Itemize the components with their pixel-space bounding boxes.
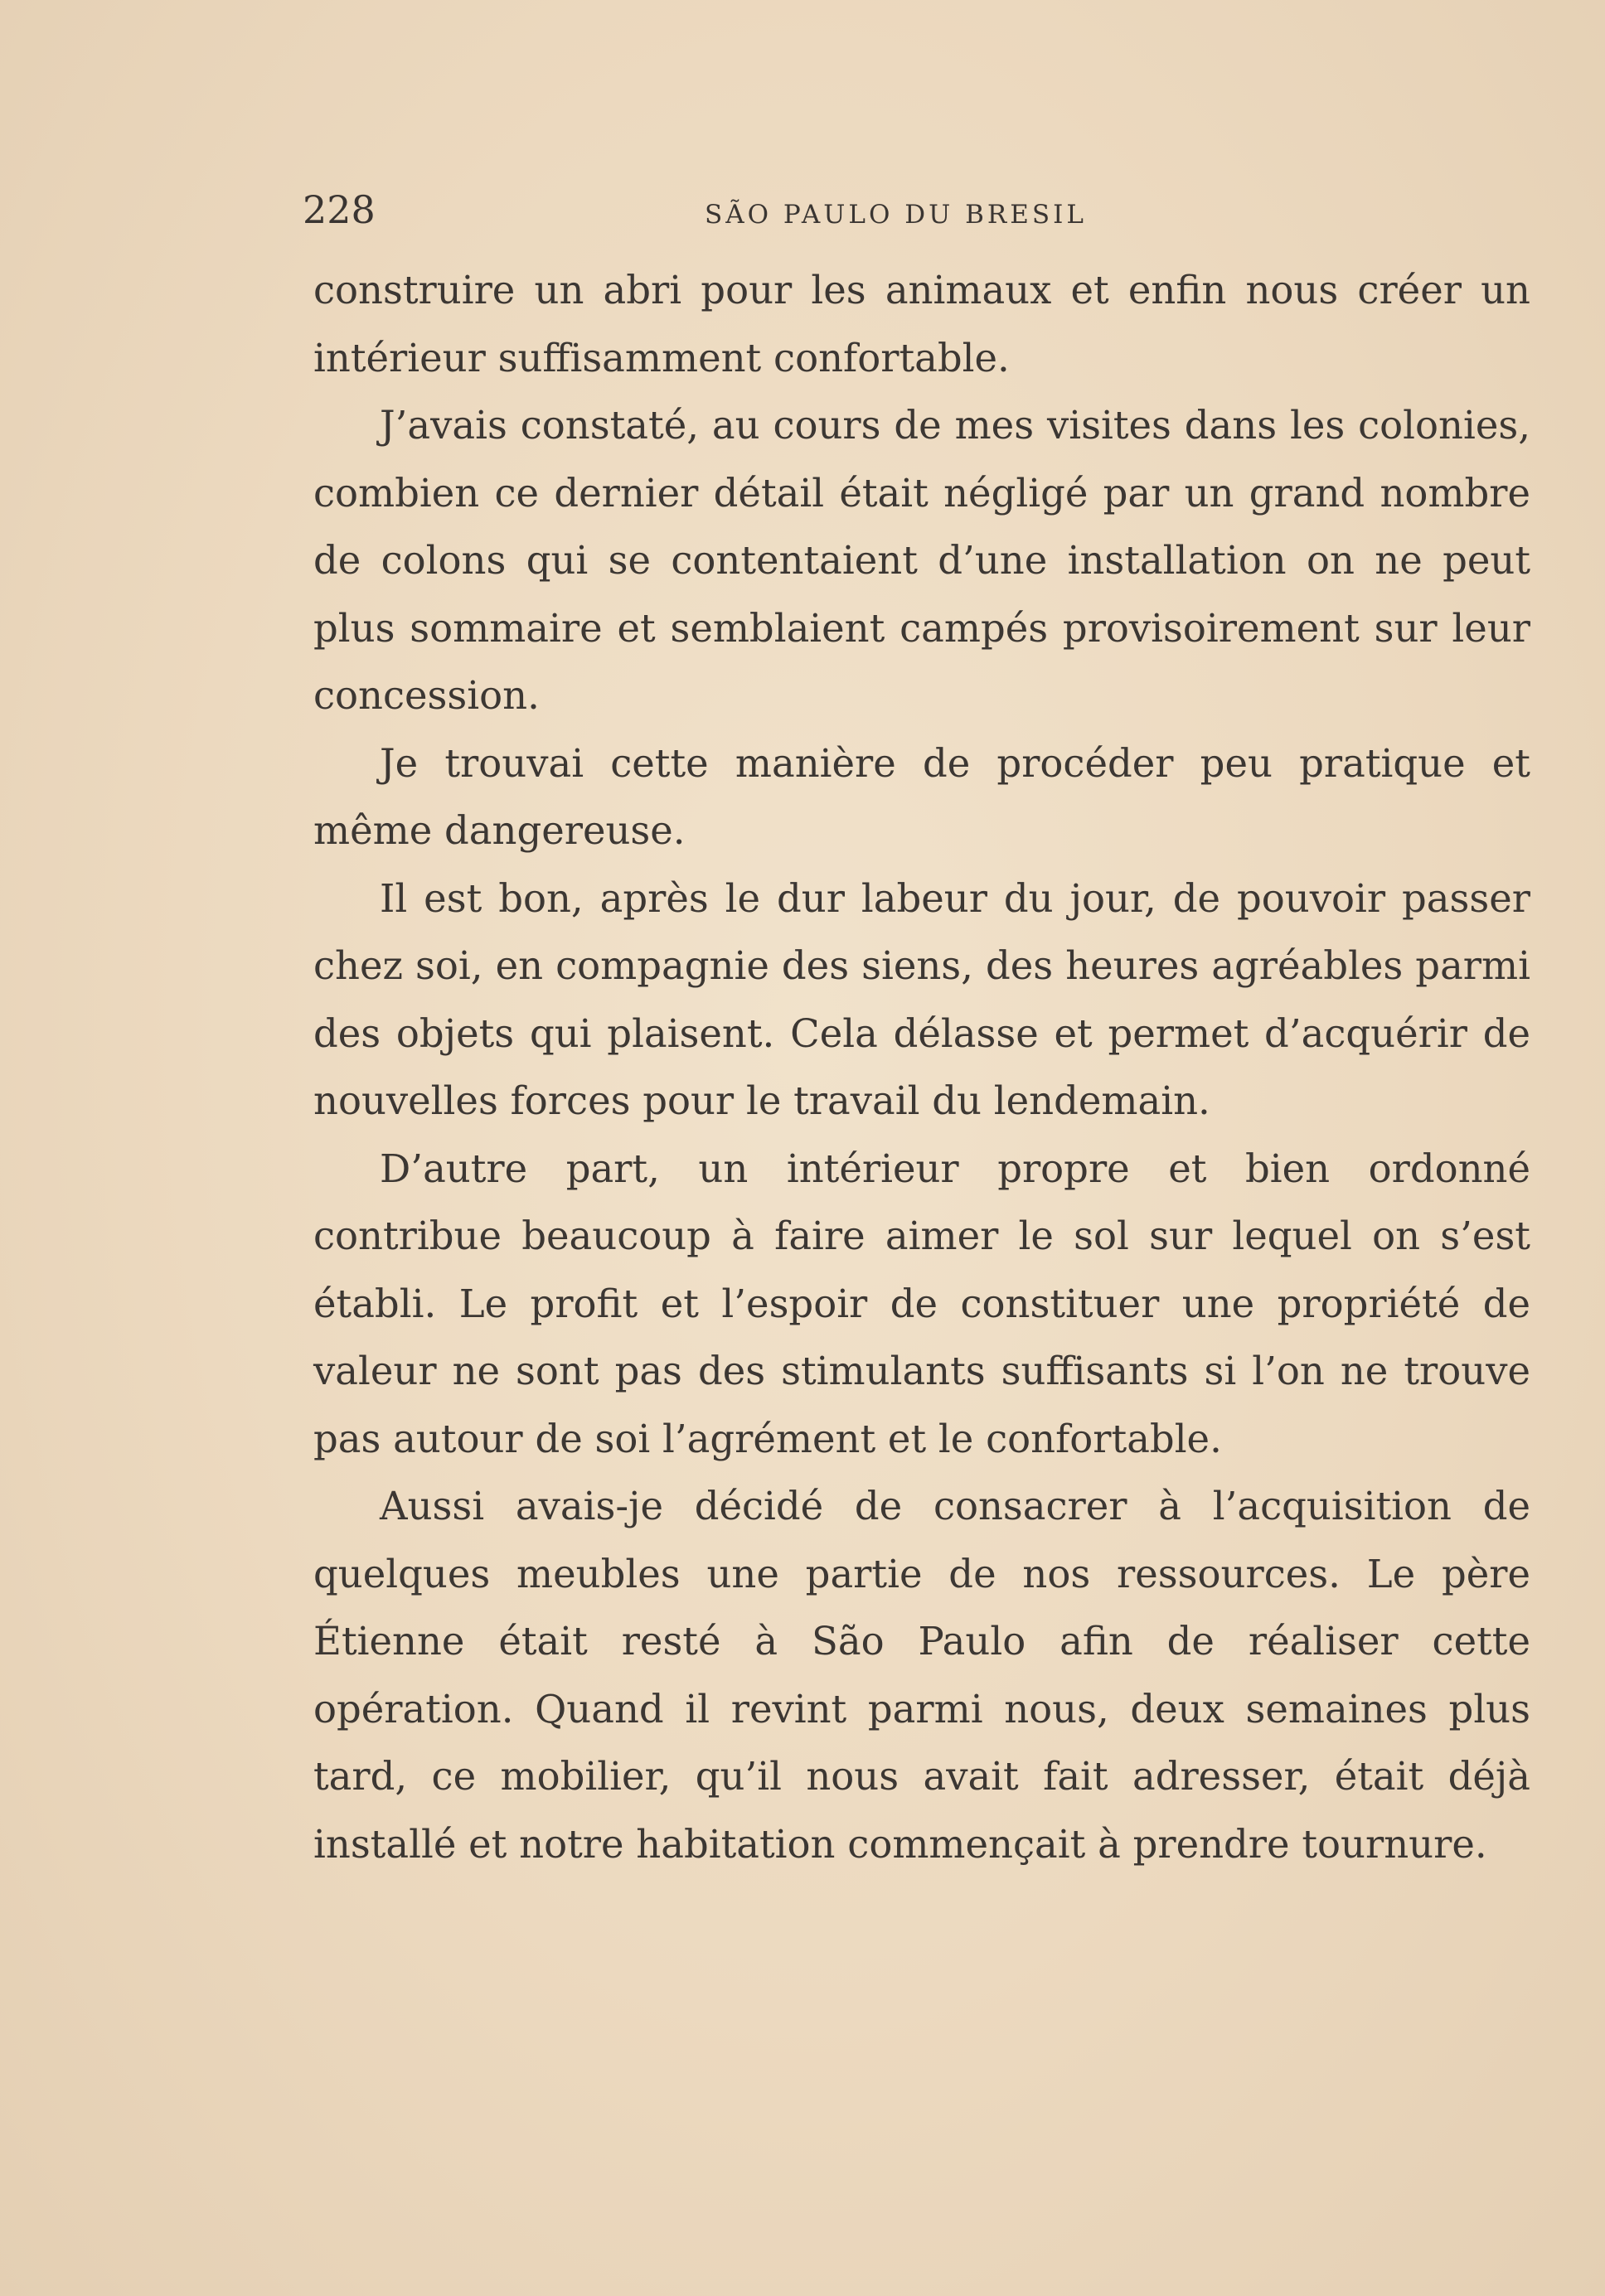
page-header bbox=[303, 181, 1530, 239]
paragraph: Aussi avais-je décidé de consacrer à l’acquisition de quelques meubles une partie de nos ressources. Le père Étienne était resté à São Paulo afin de réaliser cette opération. Quand il revint parmi nous, deux semaines plus tard, ce mobilier, qu’il nous avait fait adresser, était déjà installé et notre habitation commençait à prendre tournure. bbox=[313, 1484, 1530, 1867]
paragraph: J’avais constaté, au cours de mes visites dans les colonies, combien ce dernier détail était négligé par un grand nombre de colons qui se contentaient d’une installation on ne peut plus sommaire et semblaient campés provisoirement sur leur concession. bbox=[313, 403, 1530, 718]
paragraph-continuation: construire un abri pour les animaux et enfin nous créer un intérieur suffisamment confortable. bbox=[313, 268, 1530, 380]
running-title: SÃO PAULO DU BRESIL bbox=[705, 200, 1087, 230]
paragraph: D’autre part, un intérieur propre et bien ordonné contribue beaucoup à faire aimer le sol sur lequel on s’est établi. Le profit et l’espoir de constituer une propriété de valeur ne sont pas des stimulants suffisants si l’on ne trouve pas autour de soi l’agrément et le confortable. bbox=[313, 1146, 1530, 1461]
body-text bbox=[313, 257, 1530, 1878]
page-number: 228 bbox=[303, 187, 376, 232]
paragraph: Je trouvai cette manière de procéder peu pratique et même dangereuse. bbox=[313, 740, 1530, 853]
paragraph: Il est bon, après le dur labeur du jour, de pouvoir passer chez soi, en compagnie des siens, des heures agréables parmi des objets qui plaisent. Cela délasse et permet d’acquérir de nouvelles forces pour le travail du lendemain. bbox=[313, 875, 1530, 1123]
